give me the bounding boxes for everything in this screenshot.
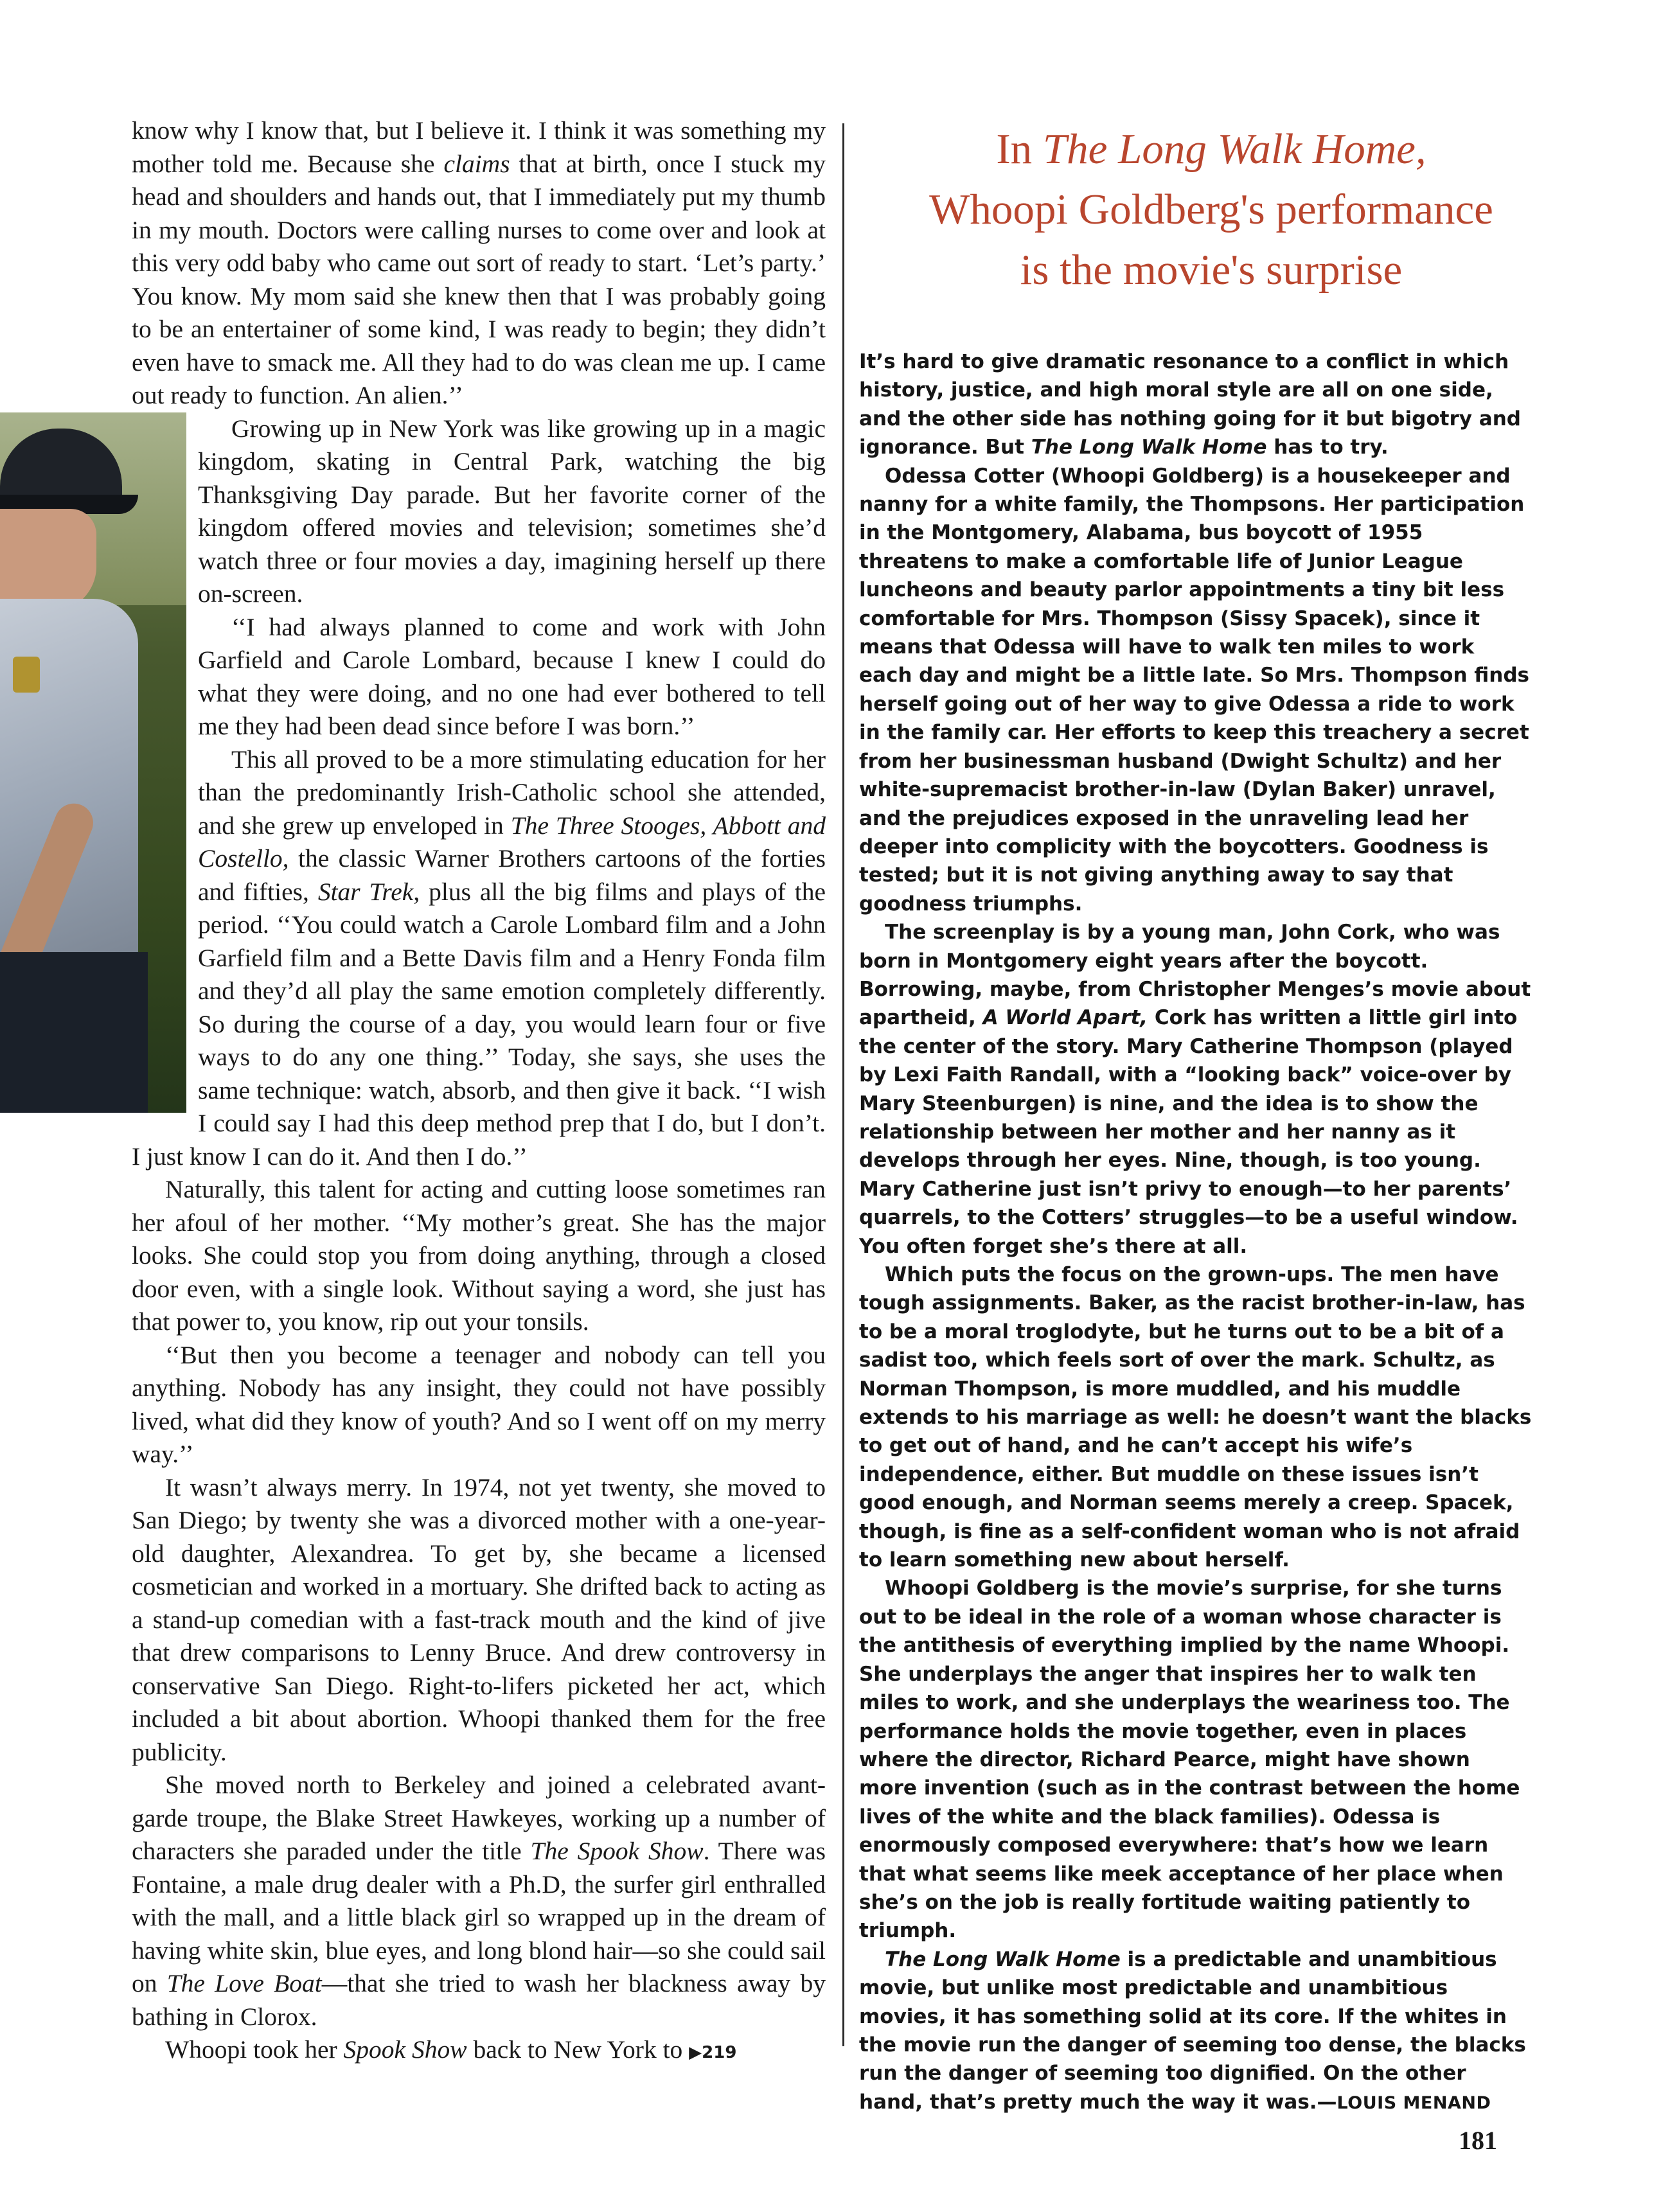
article-left-column [132, 114, 826, 2070]
paragraph: The screenplay is by a young man, John Cork, who was born in Montgomery eight years after the boycott. Borrowing, maybe, from Christopher Menges’s movie about apartheid, A World Apart, Cork has written a little girl into the center of the story. Mary Catherine Thompson (played by Lexi Faith Randall, with a “looking back” voice-over by Mary Steenburgen) is nine, and the idea is to show the relationship between her mother and her nanny as it develops through her eyes. Nine, though, is too young. Mary Catherine just isn’t privy to enough—to her parents’ quarrels, to the Cotters’ struggles—to be a useful window. You often forget she’s there at all. [859, 921, 1531, 1258]
paragraph: Naturally, this talent for acting and cutting loose sometimes ran her afoul of her mother. ‘‘My mother’s great. She has the major looks. She could stop you from doing anything, through a closed door even, with a single look. Without saying a word, she just has that power to, you know, rip out your tonsils. [132, 1175, 826, 1336]
paragraph: ‘‘But then you become a teenager and nobody can tell you anything. Nobody has any insight, they could not have possibly lived, what did they know of youth? And so I went off on my merry way.’’ [132, 1340, 826, 1468]
paragraph: Whoopi took her Spook Show back to New York to ▶219 [165, 2035, 737, 2064]
paragraph: It’s hard to give dramatic resonance to a conflict in which history, justice, and high moral style are all on one side, and the other side has nothing going for it but bigotry and ignorance. But The Long Walk Home has to try. [859, 350, 1521, 459]
movie-review-column [859, 348, 1534, 2118]
paragraph: Odessa Cotter (Whoopi Goldberg) is a housekeeper and nanny for a white family, the Thompsons. Her participation in the Montgomery, Alabama, bus boycott of 1955 threatens to make a comfortable life of Junior League luncheons and beauty parlor appointments a tiny bit less comfortable for Mrs. Thompson (Sissy Spacek), since it means that Odessa will have to walk ten miles to work each day and might be a little late. So Mrs. Thompson finds herself going out of her way to give Odessa a ride to work in the family car. Her efforts to keep this treachery a secret from her businessman husband (Dwight Schultz) and her white-supremacist brother-in-law (Dylan Baker) unravel, and the prejudices exposed in the unraveling lead her deeper into complicity with the boycotters. Goodness is tested; but it is not giving anything away to say that goodness triumphs. [859, 464, 1529, 916]
paragraph: It wasn’t always merry. In 1974, not yet twenty, she moved to San Diego; by twenty she was a divorced mother with a one-year-old daughter, Alexandrea. To get by, she became a licensed cosmetician and worked in a mortuary. She drifted back to acting as a stand-up comedian with a fast-track mouth and the kind of jive that drew comparisons to Lenny Bruce. And drew controversy in conservative San Diego. Right-to-lifers picketed her act, which included a bit about abortion. Whoopi thanked them for the free publicity. [132, 1473, 826, 1766]
paragraph: This all proved to be a more stimulating education for her than the predominantly Irish-Catholic school she attended, and she grew up enveloped in The Three Stooges, Abbott and Costello, the classic Warner Brothers cartoons of the forties and fifties, Star Trek, plus all the big films and plays of the period. ‘‘You could watch a Carole Lombard film and a John Garfield film and a Bette Davis film and a Henry Fonda film and they’d all play the same emotion completely differently. So during the course of a day, you would learn four or five ways to do any one thing.’’ Today, she says, she uses the same technique: watch, absorb, and then give it back. ‘‘I wish I could say I had this deep method prep that I do, but I don’t. I just know I can do it. And then I do.’’ [132, 745, 826, 1171]
paragraph: Which puts the focus on the grown-ups. The men have tough assignments. Baker, as the racist brother-in-law, has to be a moral troglodyte, but he turns out to be a bit of a sadist too, which feels sort of over the mark. Schultz, as Norman Thompson, is more muddled, and his muddle extends to his marriage as well: he doesn’t want the blacks to get out of hand, and he can’t accept his wife’s independence, either. But muddle on these issues isn’t good enough, and Norman seems merely a creep. Spacek, though, is fine as a self-confident woman who is not afraid to learn something new about herself. [859, 1263, 1532, 1572]
badge-patch-icon [13, 657, 40, 693]
page-number: 181 [1459, 2126, 1497, 2155]
review-author: LOUIS MENAND [1337, 2093, 1491, 2113]
continued-page-reference: ▶219 [689, 2043, 737, 2062]
paragraph: Growing up in New York was like growing up in a magic kingdom, skating in Central Park, watching the big Thanksgiving Day parade. But her favorite corner of the kingdom offered movies and television; sometimes she’d watch three or four movies a day, imagining herself up there on-screen. [198, 414, 826, 608]
paragraph: ‘‘I had always planned to come and work with John Garfield and Carole Lombard, because I knew I could do what they were doing, and no one had ever bothered to tell me they had been dead since before I was born.’’ [198, 612, 826, 740]
paragraph: know why I know that, but I believe it. I think it was something my mother told me. Because she claims that at birth, once I stuck my head and shoulders and hands out, that I immediately put my thumb in my mouth. Doctors were calling nurses to come over and look at this very odd baby who came out sort of ready to start. ‘Let’s party.’ You know. My mom said she knew then that I was probably going to be an entertainer of some kind, I was ready to begin; they didn’t even have to smack me. All they had to do was clean me up. I came out ready to function. An alien.’’ [132, 116, 826, 409]
column-divider [842, 123, 844, 2046]
paragraph: Whoopi Goldberg is the movie’s surprise, for she turns out to be ideal in the role of a woman whose character is the antithesis of everything implied by the name Whoopi. She underplays the anger that inspires her to walk ten miles to work, and she underplays the weariness too. The performance holds the movie together, even in places where the director, Richard Pearce, might have shown more invention (such as in the contrast between the home lives of the white and the black families). Odessa is enormously composed everywhere: that’s how we learn that what seems like meek acceptance of her place when she’s on the job is really fortitude waiting patiently to triumph. [859, 1577, 1520, 1943]
police-officer-photo [0, 412, 186, 1113]
paragraph: The Long Walk Home is a predictable and unambitious movie, but unlike most predictable and unambitious movies, it has something solid at its core. If the whites in the movie run the danger of seeming too dense, the blacks run the danger of seeming too dignified. On the other hand, that’s pretty much the way it was.—LOUIS MENAND [859, 1947, 1526, 2114]
review-headline: In The Long Walk Home, Whoopi Goldberg's performance is the movie's surprise [929, 125, 1493, 294]
paragraph: She moved north to Berkeley and joined a celebrated avant-garde troupe, the Blake Street Hawkeyes, working up a number of characters she paraded under the title The Spook Show. There was Fontaine, a male drug dealer with a Ph.D, the surfer girl enthralled with the mall, and a little black girl so wrapped up in the dream of having white skin, blue eyes, and long blond hair—so she could sail on The Love Boat—that she tried to wash her blackness away by bathing in Clorox. [132, 1771, 826, 2031]
